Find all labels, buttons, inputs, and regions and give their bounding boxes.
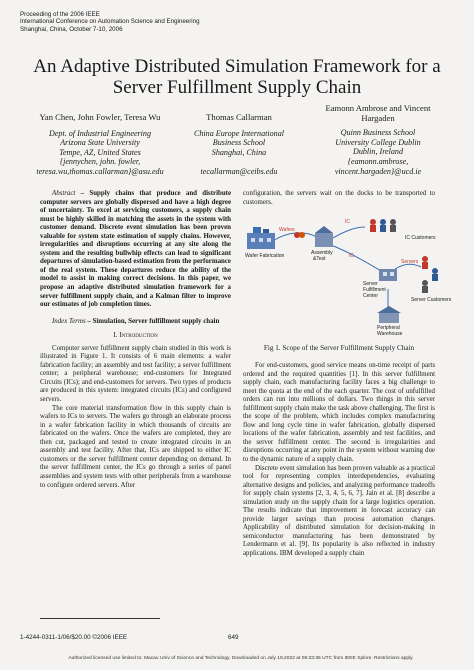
affiliation-line [178, 157, 300, 167]
header-line: International Conference on Automation Science and Engineering [20, 18, 200, 26]
author-block-ceibs [178, 113, 300, 177]
paragraph: The core material transformation flow in this supply chain is wafers to ICs to servers. The wafers go through an elaborate process in a wafer fabrication facility in which thousands of circuits are fabricated on the wafers. Once the wafers are completed, they are then cut, packaged and tested to create integrated circuits in an assembly and test facility. After that, ICs are shipped to either IC customers or the server fulfillment center depending on demand. In the server fulfillment center, the ICs go through a series of panel assemblies and system tests with other peripherals from a warehouse to configure ordered servers. After [40, 404, 231, 489]
license-notice: Authorized licensed use limited to: Macau Univ of Science and Technology. Downloaded on July 19,2022 at 05:33:36 UTC from IEEE Xplore. Restrictions apply. [68, 656, 414, 661]
label-sfc-2: Fulfillment [363, 287, 386, 293]
affiliation-line: {jennychen, john. fowler, [59, 157, 141, 167]
right-column-body [243, 362, 435, 559]
wafer-fab-icon [247, 227, 275, 249]
title-line: An Adaptive Distributed Simulation Framework for a [33, 56, 441, 77]
affiliation-line: Tempe, AZ, United States [59, 147, 141, 157]
title-line: Server Fulfillment Supply Chain [112, 76, 362, 98]
figure-arrows [273, 227, 421, 313]
index-terms [40, 318, 231, 327]
figure-caption: Fig 1. Scope of the Server Fulfillment Supply Chain [263, 344, 415, 352]
label-ic-2: IC [349, 253, 354, 259]
arrow-ic-top [331, 227, 365, 239]
paragraph: Discrete event simulation has been proven valuable as a practical tool for representing complex interdependencies, evaluating alternative designs and policies, and analyzing performance tradeoffs for supply chain systems [2, 3, 4, 5, 6, 7]. Jain et al. [8] describe a simulation study on the supply chain for a large logistics operation. The results indicate that improvement in forecast accuracy can provide larger savings than process automation changes. Applicability of distributed simulation for decision-making in semiconductor manufacturing has been demonstrated by Lendermann et al. [9]. Its popularity is also reflected in industry applications. IBM developed a supply chain [243, 464, 435, 558]
label-ic: IC [345, 219, 350, 225]
warehouse-icon [377, 306, 401, 323]
author-names [300, 104, 456, 123]
figure-supply-chain [243, 213, 452, 337]
page-number: 649 [228, 634, 239, 641]
label-sfc-1: Server [363, 281, 378, 287]
affiliation-line: Dublin, Ireland [352, 147, 404, 157]
header-line: Shanghai, China, October 7-10, 2006 [20, 25, 123, 33]
section-title: Introduction [119, 331, 158, 340]
affiliation-line: China Europe International [193, 128, 285, 138]
affiliation-line: {eamonn.ambrose, [347, 156, 409, 166]
section-heading [40, 331, 231, 340]
affiliation-line: Business School [212, 138, 266, 148]
paragraph: For end-customers, good service means on-time receipt of parts ordered and the required quantities [1]. In this server fulfillment supply chain, each manufacturing facility faces a big challenge to meet the quota at the end of the each quarter. The cost of unfulfilled orders can run into millions of dollars. Two things in this server fulfillment supply chain make the task above challenging. The first is the scope of the problem, which includes complex manufacturing flow and long cycle time in wafer fabrication, globally dispersed locations of the wafer fabrication, assembly and test facilities, and the server fulfillment center. The second is irregularities and disruptions occurring at any point in the system without warning due to the dynamic nature of a supply chain. [243, 362, 435, 464]
paragraph: Computer server fulfillment supply chain studied in this work is illustrated in Figure 1. It consists of 6 main elements: a wafer fabrication facility; an assembly and test facility; a server fulfillment center; a peripheral warehouse; end-customers for Integrated Circuits (ICs); and end-customers for servers. Two types of products are produced in this system: integrated circuits (ICs) and configured servers. [40, 344, 231, 404]
right-column-top [243, 190, 435, 207]
abstract-text: – Supply chains that produce and distribute computer servers are globally dispersed and have a high degree of uncertainty. To excel at servicing customers, a supply chain must be highly skilled in matching the assets in the system with customer demand. Discrete event simulation has been proven valuable for system state estimation of supply chains. However, irregularities and disruptions occurring at any site along the system and the resulting bullwhip effects can lead to significant departures of simulation-based estimation from the performance of the real system. These departures reduce the ability of the model to assist in making correct decisions. In this paper, we propose an adaptive distributed simulation framework for a server fulfillment supply chain, and a Kalman filter to improve our estimates of job completion times. [40, 190, 231, 309]
section-number: I. [113, 331, 120, 340]
copyright-footer: 1-4244-0311-1/06/$20.00 ©2006 IEEE [20, 634, 128, 641]
label-assembly-test: &Test [313, 256, 326, 262]
label-wafers: Wafers [279, 227, 295, 233]
header-line: Proceeding of the 2006 IEEE [20, 11, 100, 18]
author-block-ucd [300, 104, 456, 176]
label-server-customers: Server Customers [411, 297, 452, 303]
left-column [40, 190, 231, 490]
author-block-asu [20, 113, 180, 177]
paper-title [0, 57, 474, 98]
assembly-test-icon [315, 226, 333, 247]
author-email: tecallarman@ceibs.edu [200, 166, 278, 176]
footnote-rule [40, 618, 160, 619]
arrow-ic-center [331, 245, 381, 271]
affiliation-line: Dept. of Industrial Engineering [48, 128, 152, 138]
author-names-line: Eamonn Ambrose and Vincent [325, 103, 431, 113]
label-sfc-3: Center [363, 293, 379, 299]
label-peripheral: Peripheral [377, 325, 400, 331]
server-customers-icon [422, 256, 438, 293]
label-servers: Servers [401, 259, 419, 265]
author-names: Yan Chen, John Fowler, Teresa Wu [39, 112, 161, 122]
author-names-line: Hargaden [361, 112, 395, 123]
label-warehouse: Warehouse [377, 331, 403, 337]
author-email: vincent.hargaden}@ucd.ie [334, 166, 422, 176]
label-assembly: Assembly [311, 250, 333, 256]
affiliation-line: University College Dublin [335, 137, 421, 147]
abstract-label: Abstract [52, 190, 76, 197]
author-email: teresa.wu,thomas.callarman}@asu.edu [36, 166, 164, 176]
affiliation-line: Shanghai, China [211, 147, 267, 157]
abstract [40, 190, 231, 310]
paragraph: configuration, the servers wait on the docks to be transported to customers. [243, 190, 435, 206]
affiliation-line: Arizona State University [60, 138, 140, 148]
index-terms-text: – Simulation, Server fulfillment supply chain [85, 317, 220, 325]
affiliation-line: Quinn Business School [340, 128, 416, 138]
index-terms-label: Index Terms [52, 317, 86, 325]
server-center-icon [379, 269, 397, 281]
author-names: Thomas Callarman [206, 112, 272, 122]
label-wafer-fab: Wafer Fabrication [245, 253, 285, 259]
label-ic-customers: IC Customers [405, 235, 436, 241]
ic-customers-icon [370, 219, 396, 232]
conference-header [20, 11, 200, 33]
